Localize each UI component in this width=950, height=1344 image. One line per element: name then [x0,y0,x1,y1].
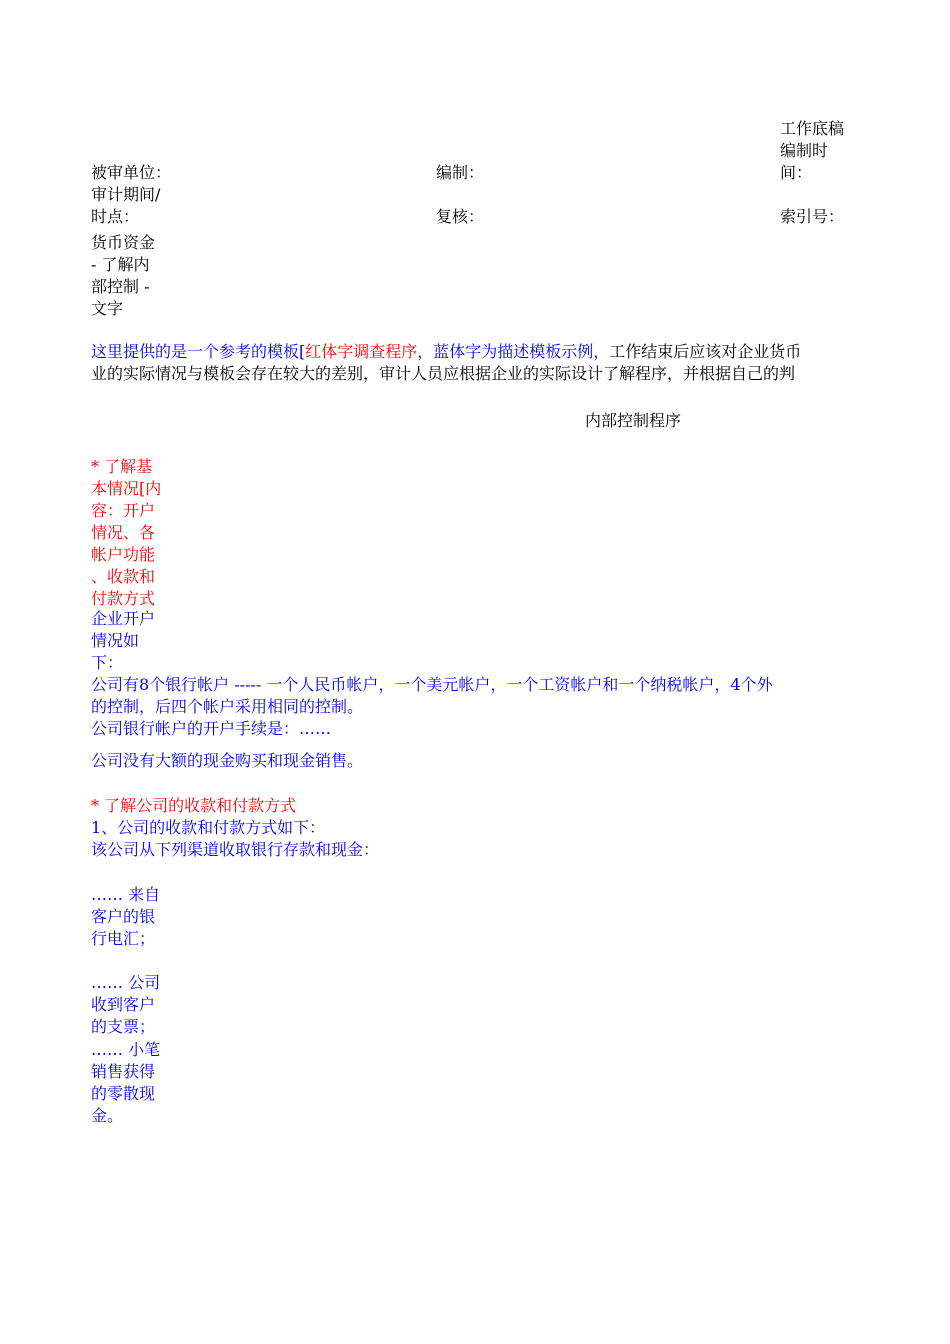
intro-text-a: 这里提供的是一个参考的模板[ [91,342,306,361]
bank-accounts-text: 公司有8个银行帐户 ----- 一个人民币帐户，一个美元帐户，一个工资帐户和一个纳税帐户，4个外 [91,675,773,694]
account-opening-procedures: 公司银行帐户的开户手续是：…… [91,719,332,738]
intro-text-red: 红体字调查程序 [305,342,418,361]
collection-channels-intro: 该公司从下列渠道收取银行存款和现金： [91,840,380,859]
channel-petty-cash: …… 小笔 销售获得 的零散现 金。 [91,1040,161,1125]
doc-type-label: 工作底稿 [780,119,845,138]
prepared-by-label: 编制： [436,163,485,182]
channel-cheque: …… 公司 收到客户 的支票； [91,973,161,1036]
procedure-header: 内部控制程序 [585,411,682,430]
prepared-time-label: 编制时 间： [780,141,829,182]
audited-entity-label: 被审单位： [91,163,172,182]
basic-info-heading: * 了解基 本情况[内 容：开户 情况、各 帐户功能 、收款和 付款方式 [91,457,162,608]
no-large-cash-note: 公司没有大额的现金购买和现金销售。 [91,751,364,770]
collection-item-1: 1、公司的收款和付款方式如下： [91,818,326,837]
intro-line-2: 业的实际情况与模板会存在较大的差别，审计人员应根据企业的实际设计了解程序，并根据自己的判 [91,364,796,383]
intro-text-black: 工作结束后应该对企业货币 [609,342,802,361]
collection-heading: * 了解公司的收款和付款方式 [91,796,297,815]
intro-text-blue: ，蓝体字为描述模板示例， [417,342,610,361]
intro-line-1 [91,341,865,363]
account-opening-intro: 企业开户 情况如 下： [91,609,156,672]
section-title: 货币资金 - 了解内 部控制 - 文字 [91,233,156,318]
index-number-label: 索引号： [780,207,845,226]
audit-period-label: 审计期间/ 时点： [91,185,161,226]
channel-wire-transfer: …… 来自 客户的银 行电汇； [91,885,161,948]
reviewed-by-label: 复核： [436,207,485,226]
bank-accounts-continued: 的控制，后四个帐户采用相同的控制。 [91,697,364,716]
